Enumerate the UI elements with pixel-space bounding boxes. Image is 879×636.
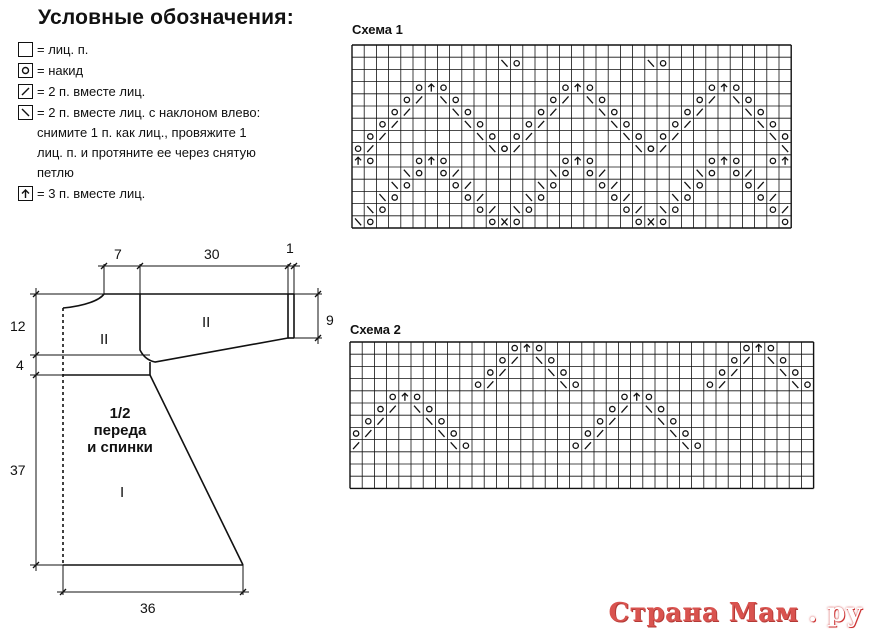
part-body: I	[120, 484, 125, 501]
legend-item-label: = лиц. п.	[37, 42, 89, 57]
measure-cuff: 1	[286, 240, 294, 256]
legend-item-label: = 2 п. вместе лиц. с наклоном влево: снимите 1 п. как лиц., провяжите 1 лиц. п. и протяните ее через снятую петлю	[37, 105, 261, 180]
legend-item-label: = накид	[37, 63, 84, 78]
measure-sleeve-length: 30	[204, 246, 220, 262]
measure-body-length: 37	[10, 462, 26, 478]
part-sleeve: II	[202, 314, 211, 331]
measure-armhole: 12	[10, 318, 26, 334]
measure-yoke: 4	[16, 357, 24, 373]
legend-item-label: = 3 п. вместе лиц.	[37, 186, 146, 201]
part-yoke: II	[100, 331, 109, 348]
measure-hem-width: 36	[140, 600, 156, 616]
half-front-back-note: 1/2 переда и спинки	[87, 405, 153, 456]
watermark-text: Страна Мам	[608, 598, 799, 628]
watermark-logo	[609, 598, 863, 628]
measure-sleeve-height: 9	[326, 312, 334, 328]
legend-item-label: = 2 п. вместе лиц.	[37, 84, 146, 99]
scheme-2-title: Схема 2	[350, 322, 401, 337]
scheme-1-title: Схема 1	[352, 22, 403, 37]
measure-sleeve-edge: 7	[114, 246, 122, 262]
legend-title: Условные обозначения:	[38, 6, 294, 29]
watermark-domain: . ру	[808, 598, 863, 628]
